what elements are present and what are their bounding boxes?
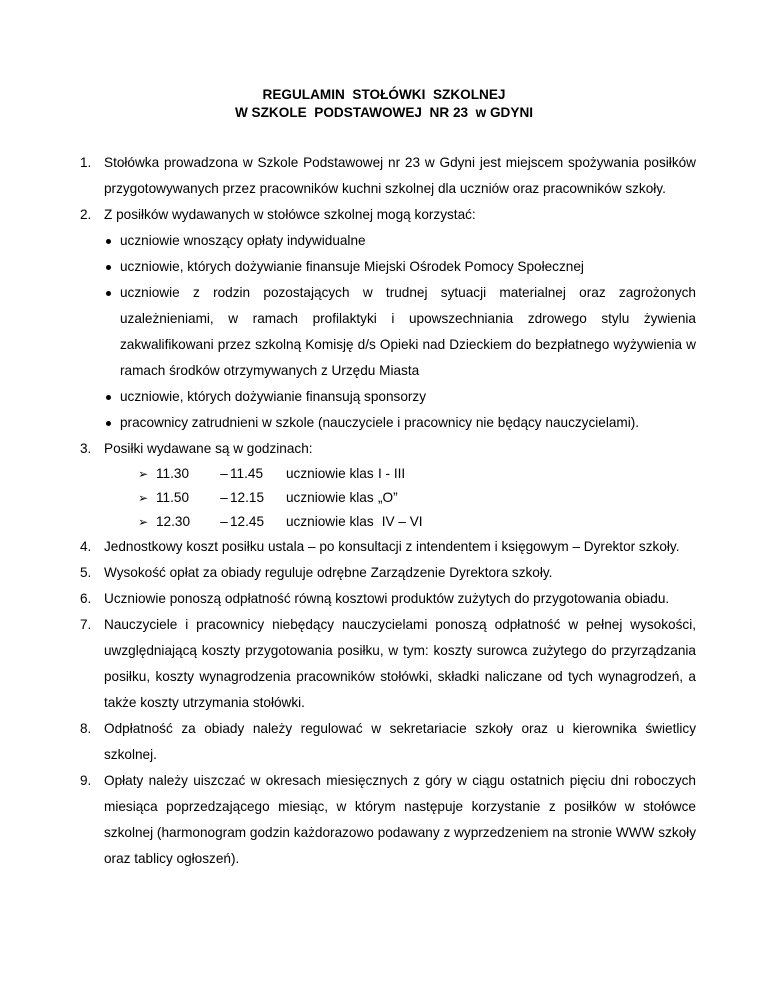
- class-range: I - III: [378, 466, 406, 481]
- bullet-icon: [106, 291, 111, 296]
- rule-item: [80, 716, 696, 768]
- bullet-icon: [106, 239, 111, 244]
- schedule-row: [138, 510, 696, 534]
- rule-item: [80, 150, 696, 202]
- time-to: 12.15: [230, 490, 265, 505]
- time-to: 11.45: [230, 466, 264, 481]
- list-item-text: uczniowie wnoszący opłaty indywidualne: [120, 233, 366, 248]
- rule-text: Jednostkowy koszt posiłku ustala – po konsultacji z intendentem i księgowym – Dyrektor szkoły.: [104, 539, 680, 554]
- arrow-icon: ➢: [138, 467, 149, 481]
- eligible-list: [104, 228, 696, 436]
- schedule-row: [138, 462, 696, 486]
- rule-text: Posiłki wydawane są w godzinach:: [104, 441, 313, 456]
- bullet-icon: [106, 395, 111, 400]
- rule-number: 9.: [80, 773, 92, 788]
- rule-text: Uczniowie ponoszą odpłatność równą kosztowi produktów zużytych do przygotowania obiadu.: [104, 591, 670, 606]
- list-item-text: uczniowie, których dożywianie finansuje Miejski Ośrodek Pomocy Społecznej: [120, 259, 584, 274]
- rule-number: 4.: [80, 539, 92, 554]
- rule-text: Opłaty należy uiszczać w okresach miesięcznych z góry w ciągu ostatnich pięciu dni roboczych miesiąca poprzedzającego miesiąc, w którym następuje korzystanie z posiłków w stołówce szkolnej (harmonogram godzin każdorazowo podawany z wyprzedzeniem na stronie WWW szkoły oraz tablicy ogłoszeń).: [104, 773, 696, 866]
- rule-item: [80, 612, 696, 716]
- rule-item: [80, 202, 696, 436]
- list-item: [104, 280, 696, 384]
- title-line-2: W SZKOLE PODSTAWOWEJ NR 23 w GDYNI: [234, 105, 534, 120]
- bullet-icon: [106, 421, 111, 426]
- rule-item: [80, 560, 696, 586]
- arrow-icon: ➢: [138, 515, 149, 529]
- bullet-icon: [106, 265, 111, 270]
- list-item: [104, 254, 696, 280]
- rule-text: Stołówka prowadzona w Szkole Podstawowej nr 23 w Gdyni jest miejscem spożywania posiłków przygotowywanych przez pracowników kuchni szkolnej dla uczniów oraz pracowników szkoły.: [104, 155, 696, 196]
- time-to: 12.45: [230, 514, 265, 529]
- schedule-row: [138, 486, 696, 510]
- rule-text: Nauczyciele i pracownicy niebędący nauczycielami ponoszą odpłatność w pełnej wysokości, uwzględniającą koszty przygotowania posiłku, w tym: koszty surowca zużytego do przyrządzania posiłku, koszty wynagrodzenia pracowników stołówki, składki naliczane od tych wynagrodzeń, a także koszty utrzymania stołówki.: [104, 617, 696, 710]
- list-item-text: uczniowie, których dożywianie finansują sponsorzy: [120, 389, 427, 404]
- rule-text: Z posiłków wydawanych w stołówce szkolnej mogą korzystać:: [104, 207, 476, 222]
- list-item: [104, 384, 696, 410]
- arrow-icon: ➢: [138, 491, 149, 505]
- rule-number: 2.: [80, 207, 92, 222]
- rule-item: [80, 768, 696, 872]
- rule-item: [80, 436, 696, 534]
- group-label: uczniowie klas: [286, 514, 374, 529]
- list-item: [104, 410, 696, 436]
- class-range: „O”: [378, 490, 398, 505]
- time-from: 11.30: [156, 466, 190, 481]
- group-label: uczniowie klas: [286, 490, 374, 505]
- group-label: uczniowie klas: [286, 466, 374, 481]
- rule-number: 1.: [80, 155, 92, 170]
- rule-number: 8.: [80, 721, 92, 736]
- rule-text: Odpłatność za obiady należy regulować w sekretariacie szkoły oraz u kierownika świetlicy szkolnej.: [104, 721, 696, 762]
- time-dash: –: [220, 514, 228, 529]
- list-item: [104, 228, 696, 254]
- time-from: 11.50: [156, 490, 190, 505]
- title-line-1: REGULAMIN STOŁÓWKI SZKOLNEJ: [262, 87, 506, 102]
- rule-text: Wysokość opłat za obiady reguluje odrębne Zarządzenie Dyrektora szkoły.: [104, 565, 553, 580]
- rule-item: [80, 586, 696, 612]
- time-from: 12.30: [156, 514, 191, 529]
- document-title: [0, 86, 768, 122]
- class-range: IV – VI: [378, 514, 423, 529]
- schedule-list: [104, 462, 696, 534]
- list-item-text: pracownicy zatrudnieni w szkole (nauczyciele i pracownicy nie będący nauczycielami).: [120, 415, 640, 430]
- rule-number: 5.: [80, 565, 92, 580]
- time-dash: –: [220, 490, 228, 505]
- time-dash: –: [220, 466, 228, 481]
- rules-list: [80, 150, 696, 872]
- rule-number: 7.: [80, 617, 92, 632]
- rule-number: 3.: [80, 441, 92, 456]
- rule-item: [80, 534, 696, 560]
- list-item-text: uczniowie z rodzin pozostających w trudnej sytuacji materialnej oraz zagrożonych uzależnieniami, w ramach profilaktyki i upowszechniania zdrowego stylu żywienia zakwalifikowani przez szkolną Komisję d/s Opieki nad Dzieckiem do bezpłatnego wyżywienia w ramach środków otrzymywanych z Urzędu Miasta: [120, 285, 696, 378]
- rule-number: 6.: [80, 591, 92, 606]
